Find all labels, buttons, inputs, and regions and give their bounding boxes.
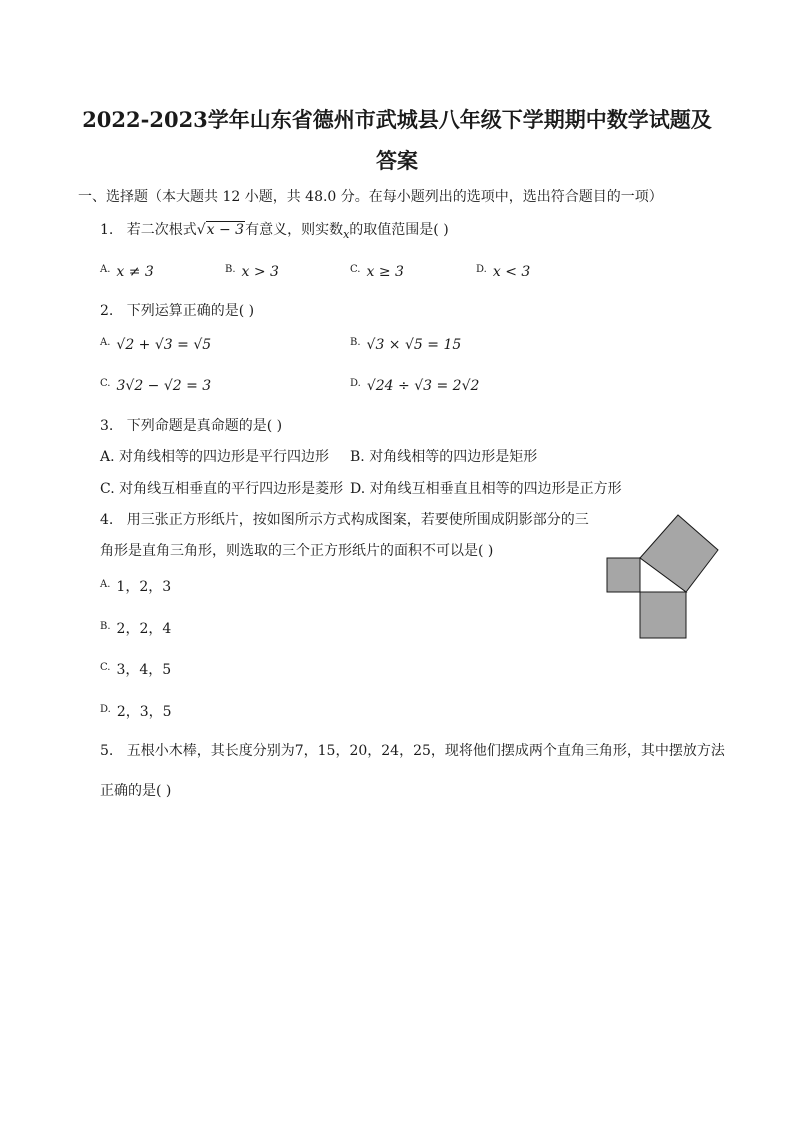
bottom-square [640, 592, 686, 638]
small-square [607, 558, 640, 592]
question-1-stem [100, 219, 449, 241]
stem-text: 有意义，则实数 [245, 222, 344, 238]
question-3-stem [100, 415, 282, 435]
question-number: 4. [100, 512, 114, 528]
option-d: $^{D.}$ √24 ÷ √3 = 2√2 [350, 378, 480, 394]
option-c: $^{C.}$ x ≥ 3 [350, 264, 404, 280]
option-d: $^{D.}$ 2，3，5 [100, 704, 172, 720]
question-5-stem-line-2: 正确的是( ) [100, 783, 172, 799]
sqrt-symbol: √ [196, 222, 206, 238]
option-c: C. 对角线互相垂直的平行四边形是菱形 [100, 481, 344, 497]
option-b: $^{B.}$ √3 × √5 = 15 [350, 337, 462, 353]
question-number: 1. [100, 222, 114, 238]
stem-text: 下列命题是真命题的是( ) [126, 418, 283, 434]
question-number: 5. [100, 743, 114, 759]
question-4-stem-line-2: 角形是直角三角形，则选取的三个正方形纸片的面积不可以是( ) [100, 543, 494, 559]
option-d: $^{D.}$ x < 3 [476, 264, 531, 280]
stem-text: ，现将他们摆成两个直角三角形，其中摆放方法 [430, 743, 725, 759]
option-d: D. 对角线互相垂直且相等的四边形是正方形 [350, 481, 622, 497]
option-a: A. 对角线相等的四边形是平行四边形 [100, 449, 330, 465]
question-number: 3. [100, 418, 114, 434]
stem-text: 五根小木棒，其长度分别为 [126, 743, 295, 759]
page-title-line-2: 答案 [376, 148, 418, 173]
section-heading: 一、选择题（本大题共 12 小题，共 48.0 分。在每小题列出的选项中，选出符合题目的一项） [78, 189, 663, 205]
stem-text: 的取值范围是( ) [349, 222, 449, 238]
question-5-stem-line-1 [100, 740, 725, 760]
option-c: $^{C.}$ 3，4，5 [100, 662, 172, 678]
option-b: $^{B.}$ 2，2，4 [100, 621, 172, 637]
stem-text: 用三张正方形纸片，按如图所示方式构成图案，若要使所围成阴影部分的三 [126, 512, 589, 528]
stem-text: 若二次根式 [126, 222, 197, 238]
question-number: 2. [100, 303, 114, 319]
page-title-line-1: 2022-2023学年山东省德州市武城县八年级下学期期中数学试题及 [82, 107, 712, 132]
stick-lengths: 7，15，20，24，25 [294, 743, 431, 759]
stem-text: 下列运算正确的是( ) [126, 303, 255, 319]
variable: x [343, 228, 350, 241]
option-c: $^{C.}$ 3√2 − √2 = 3 [100, 378, 212, 394]
option-a: $^{A.}$ √2 + √3 = √5 [100, 337, 212, 353]
question-2-stem [100, 300, 254, 320]
question-4-stem-line-1 [100, 509, 589, 529]
three-squares-figure [600, 512, 725, 642]
option-b: B. 对角线相等的四边形是矩形 [350, 449, 538, 465]
option-a: $^{A.}$ x ≠ 3 [100, 264, 154, 280]
option-b: $^{B.}$ x > 3 [225, 264, 279, 280]
radicand: x − 3 [206, 222, 245, 238]
option-a: $^{A.}$ 1，2，3 [100, 579, 172, 595]
